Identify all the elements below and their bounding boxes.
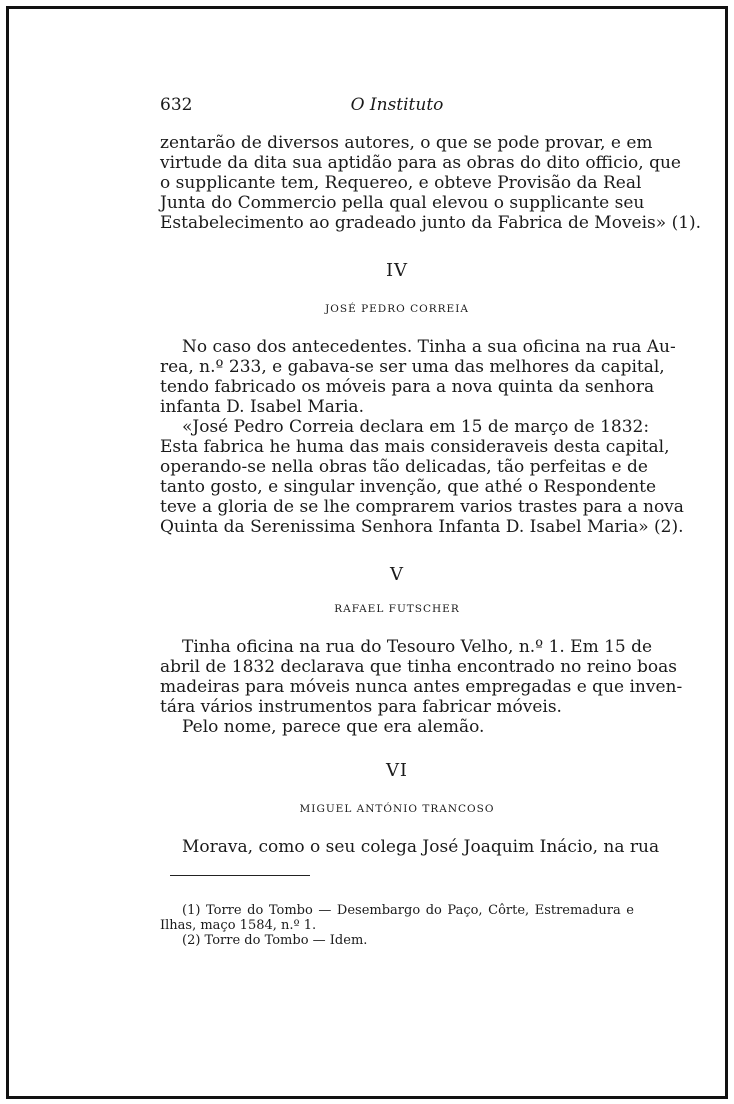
text-line: zentarão de diversos autores, o que se pode provar, e em	[160, 133, 653, 153]
footnote-line: (2) Torre do Tombo — Idem.	[182, 933, 368, 948]
text-line: Esta fabrica he huma das mais consideraveis desta capital,	[160, 437, 670, 457]
section-numeral: IV	[385, 260, 409, 281]
section-numeral: V	[390, 564, 404, 585]
text-line: operando-se nella obras tão delicadas, tão perfeitas e de	[160, 457, 648, 477]
text-line: Junta do Commercio pella qual elevou o supplicante seu	[160, 193, 645, 213]
footnote-line: (1) Torre do Tombo — Desembargo do Paço, Côrte, Estremadura e	[182, 903, 634, 918]
text-line: infanta D. Isabel Maria.	[160, 397, 364, 417]
footnote-rule	[170, 875, 310, 876]
text-line: o supplicante tem, Requereo, e obteve Provisão da Real	[160, 173, 642, 193]
text-line: teve a gloria de se lhe comprarem varios trastes para a nova	[160, 497, 684, 517]
text-line: virtude da dita sua aptidão para as obras do dito officio, que	[160, 153, 681, 173]
text-line: rea, n.º 233, e gabava-se ser uma das melhores da capital,	[160, 357, 665, 377]
section-numeral: VI	[385, 760, 409, 781]
page-frame	[6, 6, 728, 1099]
text-line: Tinha oficina na rua do Tesouro Velho, n.º 1. Em 15 de	[182, 637, 653, 657]
text-line: tendo fabricado os móveis para a nova quinta da senhora	[160, 377, 655, 397]
section-name: RAFAEL FUTSCHER	[334, 603, 460, 615]
text-line: abril de 1832 declarava que tinha encontrado no reino boas	[160, 657, 677, 677]
text-line: tanto gosto, e singular invenção, que athé o Respondente	[160, 477, 657, 497]
text-line: No caso dos antecedentes. Tinha a sua oficina na rua Au-	[182, 337, 676, 357]
text-line: Morava, como o seu colega José Joaquim Inácio, na rua	[182, 837, 660, 857]
section-name: JOSÉ PEDRO CORREIA	[325, 303, 469, 315]
section-name: MIGUEL ANTÓNIO TRANCOSO	[299, 803, 495, 815]
footnote-line: Ilhas, maço 1584, n.º 1.	[160, 918, 317, 933]
text-line: Pelo nome, parece que era alemão.	[182, 717, 485, 737]
text-line: Quinta da Serenissima Senhora Infanta D. Isabel Maria» (2).	[160, 517, 684, 537]
page-number: 632	[160, 95, 193, 115]
page-header	[160, 95, 634, 115]
text-line: madeiras para móveis nunca antes empregadas e que inven-	[160, 677, 683, 697]
text-line: «José Pedro Correia declara em 15 de março de 1832:	[182, 417, 650, 437]
running-title: O Instituto	[350, 95, 444, 115]
text-line: tára vários instrumentos para fabricar móveis.	[160, 697, 562, 717]
text-line: Estabelecimento ao gradeado junto da Fabrica de Moveis» (1).	[160, 213, 702, 233]
